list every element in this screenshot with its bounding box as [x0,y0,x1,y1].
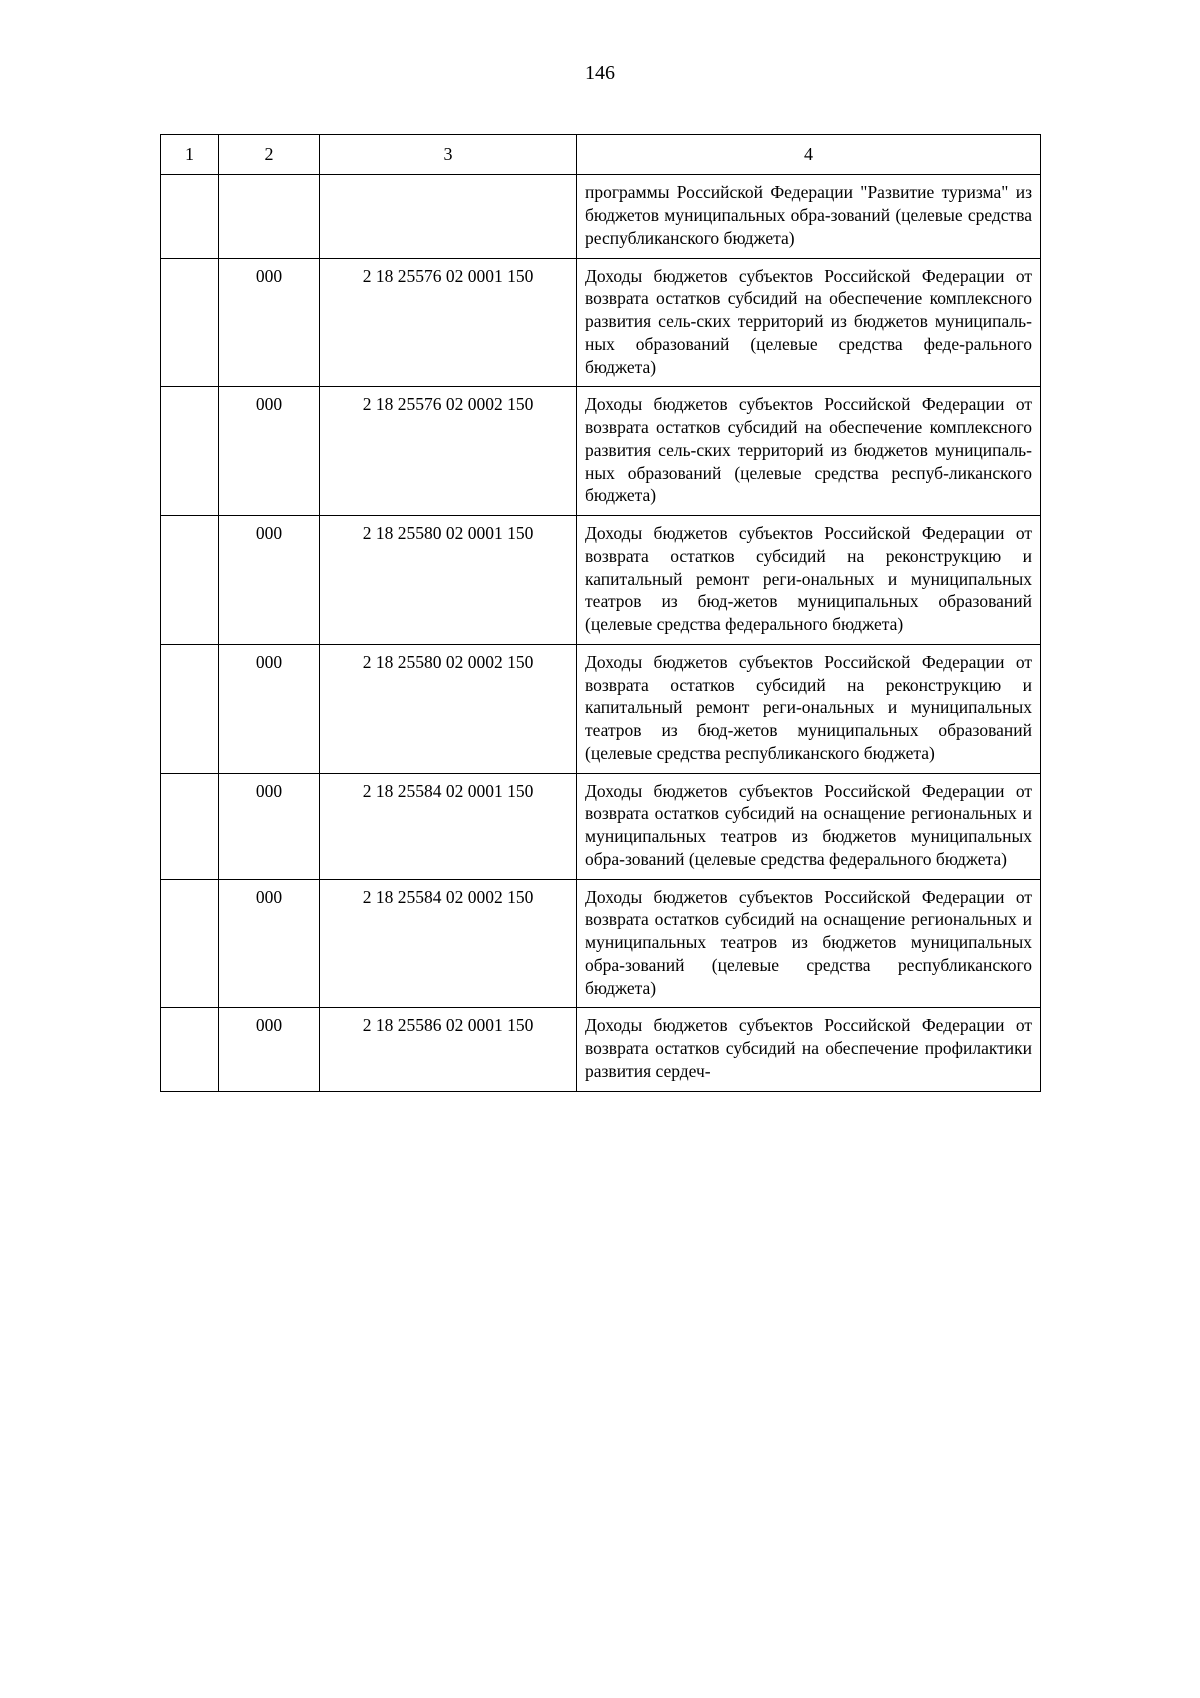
column-header-3: 3 [320,135,577,175]
cell-col4: Доходы бюджетов субъектов Российской Федерации от возврата остатков субсидий на оснащение региональных и муниципальных театров из бюджетов муниципальных обра-зований (целевые средства республиканского бюджета) [577,879,1041,1008]
cell-col1 [161,879,219,1008]
cell-col1 [161,1008,219,1091]
table-row [161,1008,1041,1091]
cell-col3: 2 18 25586 02 0001 150 [320,1008,577,1091]
cell-col2 [219,175,320,258]
cell-col1 [161,258,219,387]
cell-col1 [161,387,219,516]
table-row [161,258,1041,387]
cell-col2: 000 [219,387,320,516]
table-row [161,175,1041,258]
budget-codes-table [160,134,1041,1092]
column-header-1: 1 [161,135,219,175]
cell-col3: 2 18 25584 02 0002 150 [320,879,577,1008]
cell-col1 [161,516,219,645]
table-header-row [161,135,1041,175]
cell-col4: Доходы бюджетов субъектов Российской Федерации от возврата остатков субсидий на оснащение региональных и муниципальных театров из бюджетов муниципальных обра-зований (целевые средства федерального бюджета) [577,773,1041,879]
cell-col2: 000 [219,1008,320,1091]
table-row [161,644,1041,773]
table-row [161,516,1041,645]
cell-col4: Доходы бюджетов субъектов Российской Федерации от возврата остатков субсидий на реконструкцию и капитальный ремонт реги-ональных и муниципальных театров из бюд-жетов муниципальных образований (целевые средства республиканского бюджета) [577,644,1041,773]
column-header-4: 4 [577,135,1041,175]
cell-col4: Доходы бюджетов субъектов Российской Федерации от возврата остатков субсидий на реконструкцию и капитальный ремонт реги-ональных и муниципальных театров из бюд-жетов муниципальных образований (целевые средства федерального бюджета) [577,516,1041,645]
cell-col2: 000 [219,879,320,1008]
cell-col3: 2 18 25576 02 0001 150 [320,258,577,387]
page-number: 146 [585,62,615,84]
cell-col1 [161,175,219,258]
table-row [161,773,1041,879]
cell-col1 [161,773,219,879]
cell-col3 [320,175,577,258]
cell-col2: 000 [219,773,320,879]
table-row [161,879,1041,1008]
cell-col4: программы Российской Федерации "Развитие туризма" из бюджетов муниципальных обра-зований (целевые средства республиканского бюджета) [577,175,1041,258]
table-row [161,387,1041,516]
cell-col4: Доходы бюджетов субъектов Российской Федерации от возврата остатков субсидий на обеспечение комплексного развития сель-ских территорий из бюджетов муниципаль-ных образований (целевые средства феде-рального бюджета) [577,258,1041,387]
cell-col2: 000 [219,644,320,773]
cell-col1 [161,644,219,773]
cell-col3: 2 18 25580 02 0002 150 [320,644,577,773]
cell-col4: Доходы бюджетов субъектов Российской Федерации от возврата остатков субсидий на обеспечение комплексного развития сель-ских территорий из бюджетов муниципаль-ных образований (целевые средства респуб-ликанского бюджета) [577,387,1041,516]
cell-col4: Доходы бюджетов субъектов Российской Федерации от возврата остатков субсидий на обеспечение профилактики развития сердеч- [577,1008,1041,1091]
cell-col3: 2 18 25576 02 0002 150 [320,387,577,516]
cell-col2: 000 [219,516,320,645]
column-header-2: 2 [219,135,320,175]
cell-col3: 2 18 25580 02 0001 150 [320,516,577,645]
cell-col3: 2 18 25584 02 0001 150 [320,773,577,879]
cell-col2: 000 [219,258,320,387]
